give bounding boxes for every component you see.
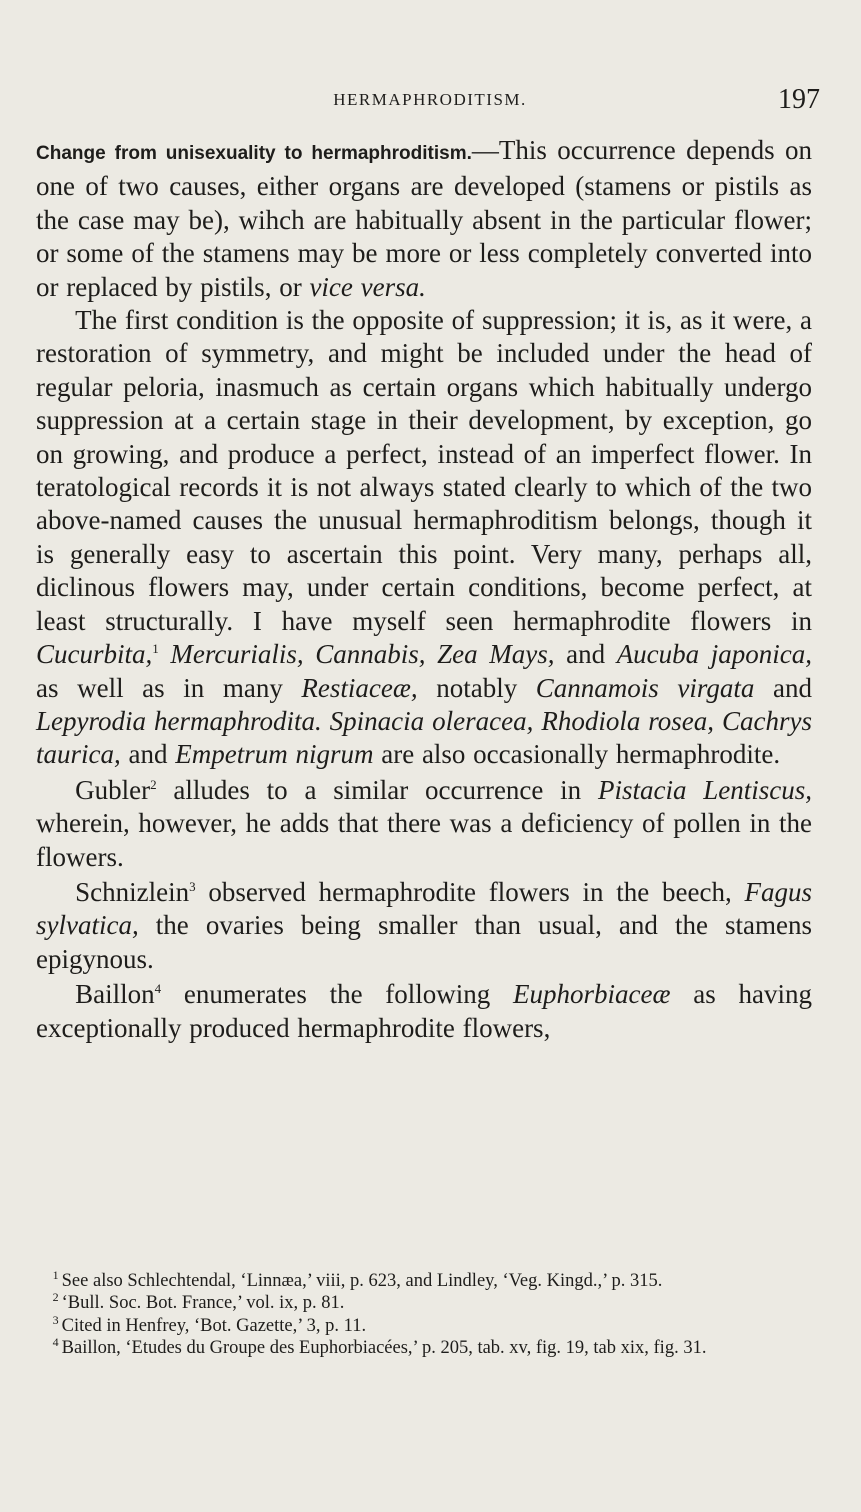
text-run: as well as in many (36, 672, 302, 703)
footnote-text: Baillon, ‘Etudes du Groupe des Euphorbiacées,’ p. 205, tab. xv, fig. 19, tab xix, fig. 31. (61, 1338, 707, 1359)
italic-text: Aucuba japonica, (616, 639, 813, 670)
footnote-text: See also Schlechtendal, ‘Linnæa,’ viii, p. 623, and Lindley, ‘Veg. Kingd.,’ p. 315. (61, 1271, 663, 1291)
text-run: —This occurrence depends on one of two causes, either organs are developed (stamens or pistils as the case may be), wihch are habitually absent in the particular flower; or some of the stamens may be more or less completely converted into or replaced by pistils, or (36, 135, 812, 302)
footnote-reference: 1 (152, 641, 159, 657)
text-run: wherein, however, he adds that there was a deficiency of pollen in the flowers. (36, 808, 812, 872)
section-sidehead: Change from unisexuality to hermaphroditism. (36, 143, 472, 164)
footnote (36, 1337, 812, 1359)
footnote (36, 1312, 812, 1337)
italic-text: Pistacia Lentiscus, (597, 774, 812, 805)
text-run: observed hermaphrodite flowers in the beech, (195, 876, 745, 907)
paragraph-text (36, 775, 812, 872)
footnote (36, 1292, 812, 1314)
italic-text: Cannamois virgata (535, 672, 755, 703)
text-run: Gubler (75, 774, 151, 805)
footnote-mark: 1 (52, 1267, 59, 1282)
footnotes (36, 1267, 812, 1360)
footnote-reference: 4 (154, 981, 162, 997)
italic-text: Mercurialis, Cannabis, Zea Mays, (170, 639, 555, 670)
paragraph-5 (36, 978, 812, 1045)
text-run: the ovaries being smaller than usual, and the stamens epigynous. (36, 910, 812, 974)
text-run: and (554, 639, 617, 670)
italic-text: Cucurbita, (36, 639, 153, 670)
footnote-reference: 3 (189, 878, 196, 894)
text-run: are also occasionally hermaphrodite. (373, 739, 781, 770)
italic-text: Empetrum nigrum (175, 739, 374, 770)
paragraph-4 (36, 876, 812, 976)
text-run: and (120, 739, 176, 770)
text-run: and (754, 672, 812, 703)
text-run: Baillon (75, 979, 155, 1010)
text-run: alludes to a similar occurrence in (156, 774, 598, 805)
footnote-text: Cited in Henfrey, ‘Bot. Gazette,’ 3, p. 11. (61, 1315, 367, 1336)
running-title: HERMAPHRODITISM. (333, 90, 527, 109)
text-run: as having exceptionally produced hermaphrodite flowers, (36, 979, 812, 1043)
text-run: enumerates the following (161, 979, 514, 1010)
footnote-reference: 2 (150, 776, 157, 792)
page-header (40, 84, 820, 118)
italic-text: Restiaceæ, (301, 672, 418, 703)
paragraph-2 (36, 304, 812, 772)
footnote-mark: 4 (52, 1335, 59, 1350)
body-text (36, 134, 812, 1045)
paragraph-3 (36, 774, 812, 874)
italic-text: Fagus sylvatica, (36, 876, 812, 941)
italic-text: Lepyrodia hermaphrodita. Spinacia oleracea, Rhodiola rosea, Cachrys taurica, (36, 705, 812, 770)
paragraph-text (36, 305, 812, 769)
footnote-mark: 2 (52, 1290, 59, 1305)
paragraph-text (36, 979, 812, 1042)
paragraph-text (36, 877, 812, 974)
text-run: The first condition is the opposite of suppression; it is, as it were, a restoration of symmetry, and might be included under the head of regular peloria, inasmuch as certain organs which habitually undergo suppression at a certain stage in their development, by exception, go on growing, and produce a perfect, instead of an imperfect flower. In teratological records it is not always stated clearly to which of the two above-named causes the unusual hermaphroditism belongs, though it is generally easy to ascertain this point. Very many, perhaps all, diclinous flowers may, under certain conditions, become perfect, at least structurally. I have myself seen hermaphrodite flowers in (36, 305, 812, 636)
text-run (159, 639, 171, 669)
footnote (36, 1267, 812, 1292)
paragraph-1 (36, 134, 812, 304)
footnote-mark: 3 (52, 1312, 59, 1327)
italic-text: Euphorbiaceæ (513, 979, 671, 1010)
italic-text: vice versa. (309, 271, 426, 302)
footnote-text: ‘Bull. Soc. Bot. France,’ vol. ix, p. 81. (61, 1293, 345, 1314)
page-number: 197 (778, 84, 820, 115)
text-run: Schnizlein (75, 876, 190, 907)
text-run: notably (417, 672, 536, 703)
